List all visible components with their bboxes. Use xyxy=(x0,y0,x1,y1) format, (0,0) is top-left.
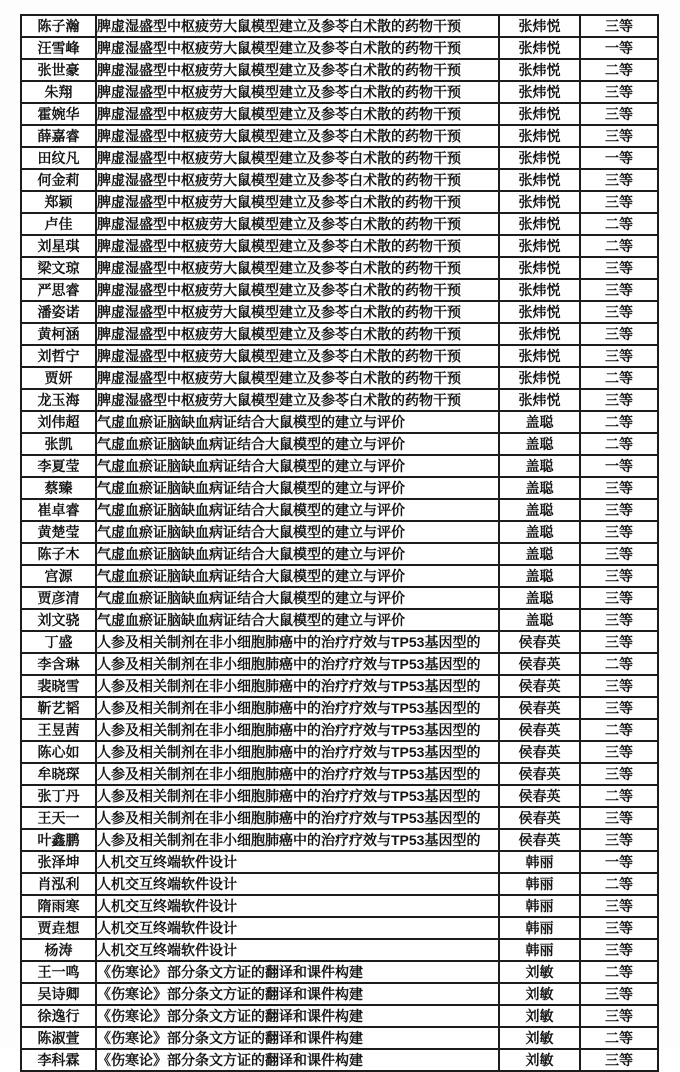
advisor-name-cell: 侯春英 xyxy=(499,675,580,697)
table-row xyxy=(21,565,658,587)
award-level-cell: 三等 xyxy=(580,15,658,37)
advisor-name-cell: 刘敏 xyxy=(499,1027,580,1049)
student-name-cell: 李含琳 xyxy=(21,653,96,675)
table-row xyxy=(21,1005,658,1027)
student-name-cell: 崔卓睿 xyxy=(21,499,96,521)
project-title-cell: 人参及相关制剂在非小细胞肺癌中的治疗疗效与TP53基因型的 xyxy=(96,653,499,675)
student-name-cell: 潘姿诺 xyxy=(21,301,96,323)
award-level-cell: 三等 xyxy=(580,125,658,147)
advisor-name-cell: 盖聪 xyxy=(499,455,580,477)
award-level-cell: 一等 xyxy=(580,455,658,477)
advisor-name-cell: 张炜悦 xyxy=(499,389,580,411)
award-level-cell: 三等 xyxy=(580,763,658,785)
project-title-cell: 脾虚湿盛型中枢疲劳大鼠模型建立及参苓白术散的药物干预 xyxy=(96,367,499,389)
advisor-name-cell: 张炜悦 xyxy=(499,257,580,279)
project-title-cell: 脾虚湿盛型中枢疲劳大鼠模型建立及参苓白术散的药物干预 xyxy=(96,81,499,103)
advisor-name-cell: 韩丽 xyxy=(499,851,580,873)
advisor-name-cell: 盖聪 xyxy=(499,587,580,609)
advisor-name-cell: 张炜悦 xyxy=(499,147,580,169)
advisor-name-cell: 张炜悦 xyxy=(499,213,580,235)
table-row xyxy=(21,609,658,631)
student-name-cell: 刘文骁 xyxy=(21,609,96,631)
table-row xyxy=(21,477,658,499)
advisor-name-cell: 侯春英 xyxy=(499,829,580,851)
student-name-cell: 牟晓琛 xyxy=(21,763,96,785)
project-title-cell: 《伤寒论》部分条文方证的翻译和课件构建 xyxy=(96,1049,499,1071)
table-row xyxy=(21,1049,658,1071)
table-row xyxy=(21,103,658,125)
project-title-cell: 脾虚湿盛型中枢疲劳大鼠模型建立及参苓白术散的药物干预 xyxy=(96,257,499,279)
table-row xyxy=(21,213,658,235)
table-row xyxy=(21,961,658,983)
table-row xyxy=(21,15,658,37)
project-title-cell: 脾虚湿盛型中枢疲劳大鼠模型建立及参苓白术散的药物干预 xyxy=(96,103,499,125)
student-name-cell: 李夏莹 xyxy=(21,455,96,477)
advisor-name-cell: 张炜悦 xyxy=(499,125,580,147)
table-row xyxy=(21,653,658,675)
project-title-cell: 人参及相关制剂在非小细胞肺癌中的治疗疗效与TP53基因型的 xyxy=(96,741,499,763)
table-row xyxy=(21,785,658,807)
project-title-cell: 脾虚湿盛型中枢疲劳大鼠模型建立及参苓白术散的药物干预 xyxy=(96,213,499,235)
table-row xyxy=(21,125,658,147)
advisor-name-cell: 侯春英 xyxy=(499,697,580,719)
student-name-cell: 吴诗卿 xyxy=(21,983,96,1005)
award-level-cell: 三等 xyxy=(580,389,658,411)
award-level-cell: 三等 xyxy=(580,81,658,103)
advisor-name-cell: 侯春英 xyxy=(499,807,580,829)
project-title-cell: 脾虚湿盛型中枢疲劳大鼠模型建立及参苓白术散的药物干预 xyxy=(96,125,499,147)
advisor-name-cell: 张炜悦 xyxy=(499,103,580,125)
project-title-cell: 人机交互终端软件设计 xyxy=(96,851,499,873)
project-title-cell: 人参及相关制剂在非小细胞肺癌中的治疗疗效与TP53基因型的 xyxy=(96,763,499,785)
project-title-cell: 气虚血瘀证脑缺血病证结合大鼠模型的建立与评价 xyxy=(96,587,499,609)
advisor-name-cell: 盖聪 xyxy=(499,477,580,499)
award-level-cell: 二等 xyxy=(580,367,658,389)
student-name-cell: 王昱茜 xyxy=(21,719,96,741)
student-name-cell: 贾妍 xyxy=(21,367,96,389)
table-row xyxy=(21,367,658,389)
project-title-cell: 气虚血瘀证脑缺血病证结合大鼠模型的建立与评价 xyxy=(96,455,499,477)
project-title-cell: 人参及相关制剂在非小细胞肺癌中的治疗疗效与TP53基因型的 xyxy=(96,697,499,719)
advisor-name-cell: 韩丽 xyxy=(499,895,580,917)
award-level-cell: 三等 xyxy=(580,631,658,653)
award-level-cell: 三等 xyxy=(580,301,658,323)
table-row xyxy=(21,521,658,543)
student-name-cell: 汪雪峰 xyxy=(21,37,96,59)
award-level-cell: 三等 xyxy=(580,939,658,961)
project-title-cell: 脾虚湿盛型中枢疲劳大鼠模型建立及参苓白术散的药物干预 xyxy=(96,235,499,257)
advisor-name-cell: 刘敏 xyxy=(499,983,580,1005)
award-level-cell: 三等 xyxy=(580,521,658,543)
advisor-name-cell: 张炜悦 xyxy=(499,191,580,213)
advisor-name-cell: 张炜悦 xyxy=(499,367,580,389)
award-level-cell: 二等 xyxy=(580,719,658,741)
student-name-cell: 霍婉华 xyxy=(21,103,96,125)
project-title-cell: 人机交互终端软件设计 xyxy=(96,939,499,961)
table-row xyxy=(21,147,658,169)
award-level-cell: 三等 xyxy=(580,587,658,609)
project-title-cell: 人参及相关制剂在非小细胞肺癌中的治疗疗效与TP53基因型的 xyxy=(96,807,499,829)
student-name-cell: 陈淑萱 xyxy=(21,1027,96,1049)
table-row xyxy=(21,763,658,785)
advisor-name-cell: 侯春英 xyxy=(499,653,580,675)
advisor-name-cell: 韩丽 xyxy=(499,939,580,961)
advisor-name-cell: 盖聪 xyxy=(499,565,580,587)
award-level-cell: 三等 xyxy=(580,807,658,829)
award-level-cell: 三等 xyxy=(580,609,658,631)
award-level-cell: 二等 xyxy=(580,235,658,257)
advisor-name-cell: 韩丽 xyxy=(499,917,580,939)
award-level-cell: 二等 xyxy=(580,785,658,807)
student-name-cell: 靳艺韬 xyxy=(21,697,96,719)
student-name-cell: 薛嘉睿 xyxy=(21,125,96,147)
advisor-name-cell: 韩丽 xyxy=(499,873,580,895)
project-title-cell: 气虚血瘀证脑缺血病证结合大鼠模型的建立与评价 xyxy=(96,411,499,433)
table-row xyxy=(21,81,658,103)
project-title-cell: 脾虚湿盛型中枢疲劳大鼠模型建立及参苓白术散的药物干预 xyxy=(96,15,499,37)
student-name-cell: 裴晓雪 xyxy=(21,675,96,697)
advisor-name-cell: 张炜悦 xyxy=(499,37,580,59)
project-title-cell: 脾虚湿盛型中枢疲劳大鼠模型建立及参苓白术散的药物干预 xyxy=(96,279,499,301)
student-name-cell: 徐逸行 xyxy=(21,1005,96,1027)
advisor-name-cell: 盖聪 xyxy=(499,433,580,455)
student-name-cell: 严思睿 xyxy=(21,279,96,301)
award-level-cell: 二等 xyxy=(580,653,658,675)
award-level-cell: 三等 xyxy=(580,477,658,499)
table-row xyxy=(21,719,658,741)
project-title-cell: 脾虚湿盛型中枢疲劳大鼠模型建立及参苓白术散的药物干预 xyxy=(96,345,499,367)
project-title-cell: 脾虚湿盛型中枢疲劳大鼠模型建立及参苓白术散的药物干预 xyxy=(96,301,499,323)
award-level-cell: 一等 xyxy=(580,147,658,169)
table-row xyxy=(21,301,658,323)
student-name-cell: 叶鑫鹏 xyxy=(21,829,96,851)
table-row xyxy=(21,191,658,213)
student-name-cell: 卢佳 xyxy=(21,213,96,235)
table-row xyxy=(21,895,658,917)
project-title-cell: 气虚血瘀证脑缺血病证结合大鼠模型的建立与评价 xyxy=(96,609,499,631)
student-name-cell: 梁文琼 xyxy=(21,257,96,279)
award-level-cell: 三等 xyxy=(580,917,658,939)
award-level-cell: 二等 xyxy=(580,961,658,983)
award-level-cell: 二等 xyxy=(580,213,658,235)
student-name-cell: 贾彦清 xyxy=(21,587,96,609)
project-title-cell: 《伤寒论》部分条文方证的翻译和课件构建 xyxy=(96,1005,499,1027)
award-level-cell: 三等 xyxy=(580,741,658,763)
table-row xyxy=(21,675,658,697)
advisor-name-cell: 盖聪 xyxy=(499,499,580,521)
award-level-cell: 一等 xyxy=(580,37,658,59)
student-name-cell: 陈子木 xyxy=(21,543,96,565)
award-level-cell: 三等 xyxy=(580,323,658,345)
award-level-cell: 三等 xyxy=(580,103,658,125)
student-name-cell: 张世豪 xyxy=(21,59,96,81)
student-name-cell: 陈子瀚 xyxy=(21,15,96,37)
advisor-name-cell: 张炜悦 xyxy=(499,279,580,301)
table-row xyxy=(21,499,658,521)
table-row xyxy=(21,389,658,411)
award-level-cell: 二等 xyxy=(580,59,658,81)
award-level-cell: 三等 xyxy=(580,895,658,917)
student-name-cell: 肖泓利 xyxy=(21,873,96,895)
project-title-cell: 脾虚湿盛型中枢疲劳大鼠模型建立及参苓白术散的药物干预 xyxy=(96,37,499,59)
student-name-cell: 丁盛 xyxy=(21,631,96,653)
advisor-name-cell: 张炜悦 xyxy=(499,59,580,81)
project-title-cell: 气虚血瘀证脑缺血病证结合大鼠模型的建立与评价 xyxy=(96,499,499,521)
student-name-cell: 龙玉海 xyxy=(21,389,96,411)
project-title-cell: 《伤寒论》部分条文方证的翻译和课件构建 xyxy=(96,983,499,1005)
advisor-name-cell: 张炜悦 xyxy=(499,345,580,367)
student-name-cell: 张凯 xyxy=(21,433,96,455)
table-row xyxy=(21,829,658,851)
award-level-cell: 一等 xyxy=(580,851,658,873)
table-row xyxy=(21,433,658,455)
award-level-cell: 三等 xyxy=(580,565,658,587)
table-row xyxy=(21,345,658,367)
student-name-cell: 朱翔 xyxy=(21,81,96,103)
table-row xyxy=(21,323,658,345)
award-level-cell: 三等 xyxy=(580,543,658,565)
award-level-cell: 三等 xyxy=(580,499,658,521)
table-row xyxy=(21,983,658,1005)
award-level-cell: 三等 xyxy=(580,257,658,279)
advisor-name-cell: 侯春英 xyxy=(499,763,580,785)
project-title-cell: 人参及相关制剂在非小细胞肺癌中的治疗疗效与TP53基因型的 xyxy=(96,719,499,741)
project-title-cell: 脾虚湿盛型中枢疲劳大鼠模型建立及参苓白术散的药物干预 xyxy=(96,191,499,213)
award-level-cell: 三等 xyxy=(580,675,658,697)
student-name-cell: 李科霖 xyxy=(21,1049,96,1071)
student-name-cell: 郑颖 xyxy=(21,191,96,213)
project-title-cell: 人机交互终端软件设计 xyxy=(96,895,499,917)
advisor-name-cell: 张炜悦 xyxy=(499,301,580,323)
project-title-cell: 脾虚湿盛型中枢疲劳大鼠模型建立及参苓白术散的药物干预 xyxy=(96,147,499,169)
advisor-name-cell: 张炜悦 xyxy=(499,81,580,103)
award-level-cell: 二等 xyxy=(580,873,658,895)
student-name-cell: 蔡臻 xyxy=(21,477,96,499)
project-title-cell: 人参及相关制剂在非小细胞肺癌中的治疗疗效与TP53基因型的 xyxy=(96,829,499,851)
award-level-cell: 三等 xyxy=(580,1049,658,1071)
student-name-cell: 陈心如 xyxy=(21,741,96,763)
project-title-cell: 《伤寒论》部分条文方证的翻译和课件构建 xyxy=(96,1027,499,1049)
award-level-cell: 二等 xyxy=(580,433,658,455)
project-title-cell: 气虚血瘀证脑缺血病证结合大鼠模型的建立与评价 xyxy=(96,433,499,455)
advisor-name-cell: 张炜悦 xyxy=(499,235,580,257)
advisor-name-cell: 盖聪 xyxy=(499,543,580,565)
student-name-cell: 王一鸣 xyxy=(21,961,96,983)
advisor-name-cell: 侯春英 xyxy=(499,719,580,741)
table-row xyxy=(21,697,658,719)
advisor-name-cell: 张炜悦 xyxy=(499,169,580,191)
student-name-cell: 刘伟超 xyxy=(21,411,96,433)
project-title-cell: 脾虚湿盛型中枢疲劳大鼠模型建立及参苓白术散的药物干预 xyxy=(96,323,499,345)
table-row xyxy=(21,59,658,81)
project-title-cell: 人机交互终端软件设计 xyxy=(96,873,499,895)
advisor-name-cell: 盖聪 xyxy=(499,609,580,631)
project-title-cell: 脾虚湿盛型中枢疲劳大鼠模型建立及参苓白术散的药物干预 xyxy=(96,169,499,191)
table-row xyxy=(21,235,658,257)
project-title-cell: 《伤寒论》部分条文方证的翻译和课件构建 xyxy=(96,961,499,983)
table-row xyxy=(21,873,658,895)
student-name-cell: 张丁丹 xyxy=(21,785,96,807)
student-name-cell: 贾垚想 xyxy=(21,917,96,939)
project-title-cell: 气虚血瘀证脑缺血病证结合大鼠模型的建立与评价 xyxy=(96,543,499,565)
student-name-cell: 刘星琪 xyxy=(21,235,96,257)
advisor-name-cell: 刘敏 xyxy=(499,1049,580,1071)
table-row xyxy=(21,807,658,829)
table-row xyxy=(21,587,658,609)
table-row xyxy=(21,851,658,873)
advisor-name-cell: 刘敏 xyxy=(499,1005,580,1027)
advisor-name-cell: 盖聪 xyxy=(499,521,580,543)
project-title-cell: 气虚血瘀证脑缺血病证结合大鼠模型的建立与评价 xyxy=(96,565,499,587)
table-row xyxy=(21,543,658,565)
student-name-cell: 黄楚莹 xyxy=(21,521,96,543)
advisor-name-cell: 侯春英 xyxy=(499,785,580,807)
table-row xyxy=(21,169,658,191)
table-row xyxy=(21,37,658,59)
student-name-cell: 杨涛 xyxy=(21,939,96,961)
student-name-cell: 何金莉 xyxy=(21,169,96,191)
award-level-cell: 三等 xyxy=(580,697,658,719)
award-level-cell: 三等 xyxy=(580,983,658,1005)
award-level-cell: 三等 xyxy=(580,345,658,367)
advisor-name-cell: 盖聪 xyxy=(499,411,580,433)
project-title-cell: 气虚血瘀证脑缺血病证结合大鼠模型的建立与评价 xyxy=(96,521,499,543)
award-level-cell: 二等 xyxy=(580,1027,658,1049)
table-row xyxy=(21,741,658,763)
advisor-name-cell: 张炜悦 xyxy=(499,15,580,37)
table-row xyxy=(21,279,658,301)
student-name-cell: 王天一 xyxy=(21,807,96,829)
advisor-name-cell: 侯春英 xyxy=(499,631,580,653)
project-title-cell: 人机交互终端软件设计 xyxy=(96,917,499,939)
project-title-cell: 人参及相关制剂在非小细胞肺癌中的治疗疗效与TP53基因型的 xyxy=(96,675,499,697)
award-level-cell: 三等 xyxy=(580,1005,658,1027)
award-level-cell: 三等 xyxy=(580,279,658,301)
student-name-cell: 隋雨寒 xyxy=(21,895,96,917)
student-name-cell: 宫源 xyxy=(21,565,96,587)
table-row xyxy=(21,257,658,279)
table-row xyxy=(21,917,658,939)
student-name-cell: 黄柯涵 xyxy=(21,323,96,345)
project-title-cell: 脾虚湿盛型中枢疲劳大鼠模型建立及参苓白术散的药物干预 xyxy=(96,389,499,411)
advisor-name-cell: 侯春英 xyxy=(499,741,580,763)
student-name-cell: 田纹凡 xyxy=(21,147,96,169)
student-name-cell: 刘哲宁 xyxy=(21,345,96,367)
student-name-cell: 张泽坤 xyxy=(21,851,96,873)
award-level-cell: 三等 xyxy=(580,829,658,851)
project-title-cell: 人参及相关制剂在非小细胞肺癌中的治疗疗效与TP53基因型的 xyxy=(96,631,499,653)
table-row xyxy=(21,631,658,653)
table-row xyxy=(21,939,658,961)
project-title-cell: 人参及相关制剂在非小细胞肺癌中的治疗疗效与TP53基因型的 xyxy=(96,785,499,807)
award-level-cell: 三等 xyxy=(580,169,658,191)
project-title-cell: 气虚血瘀证脑缺血病证结合大鼠模型的建立与评价 xyxy=(96,477,499,499)
award-level-cell: 二等 xyxy=(580,411,658,433)
table-row xyxy=(21,1027,658,1049)
table-row xyxy=(21,455,658,477)
project-title-cell: 脾虚湿盛型中枢疲劳大鼠模型建立及参苓白术散的药物干预 xyxy=(96,59,499,81)
award-results-table xyxy=(20,14,659,1072)
table-body xyxy=(21,15,658,1071)
advisor-name-cell: 张炜悦 xyxy=(499,323,580,345)
advisor-name-cell: 刘敏 xyxy=(499,961,580,983)
award-level-cell: 三等 xyxy=(580,191,658,213)
table-row xyxy=(21,411,658,433)
